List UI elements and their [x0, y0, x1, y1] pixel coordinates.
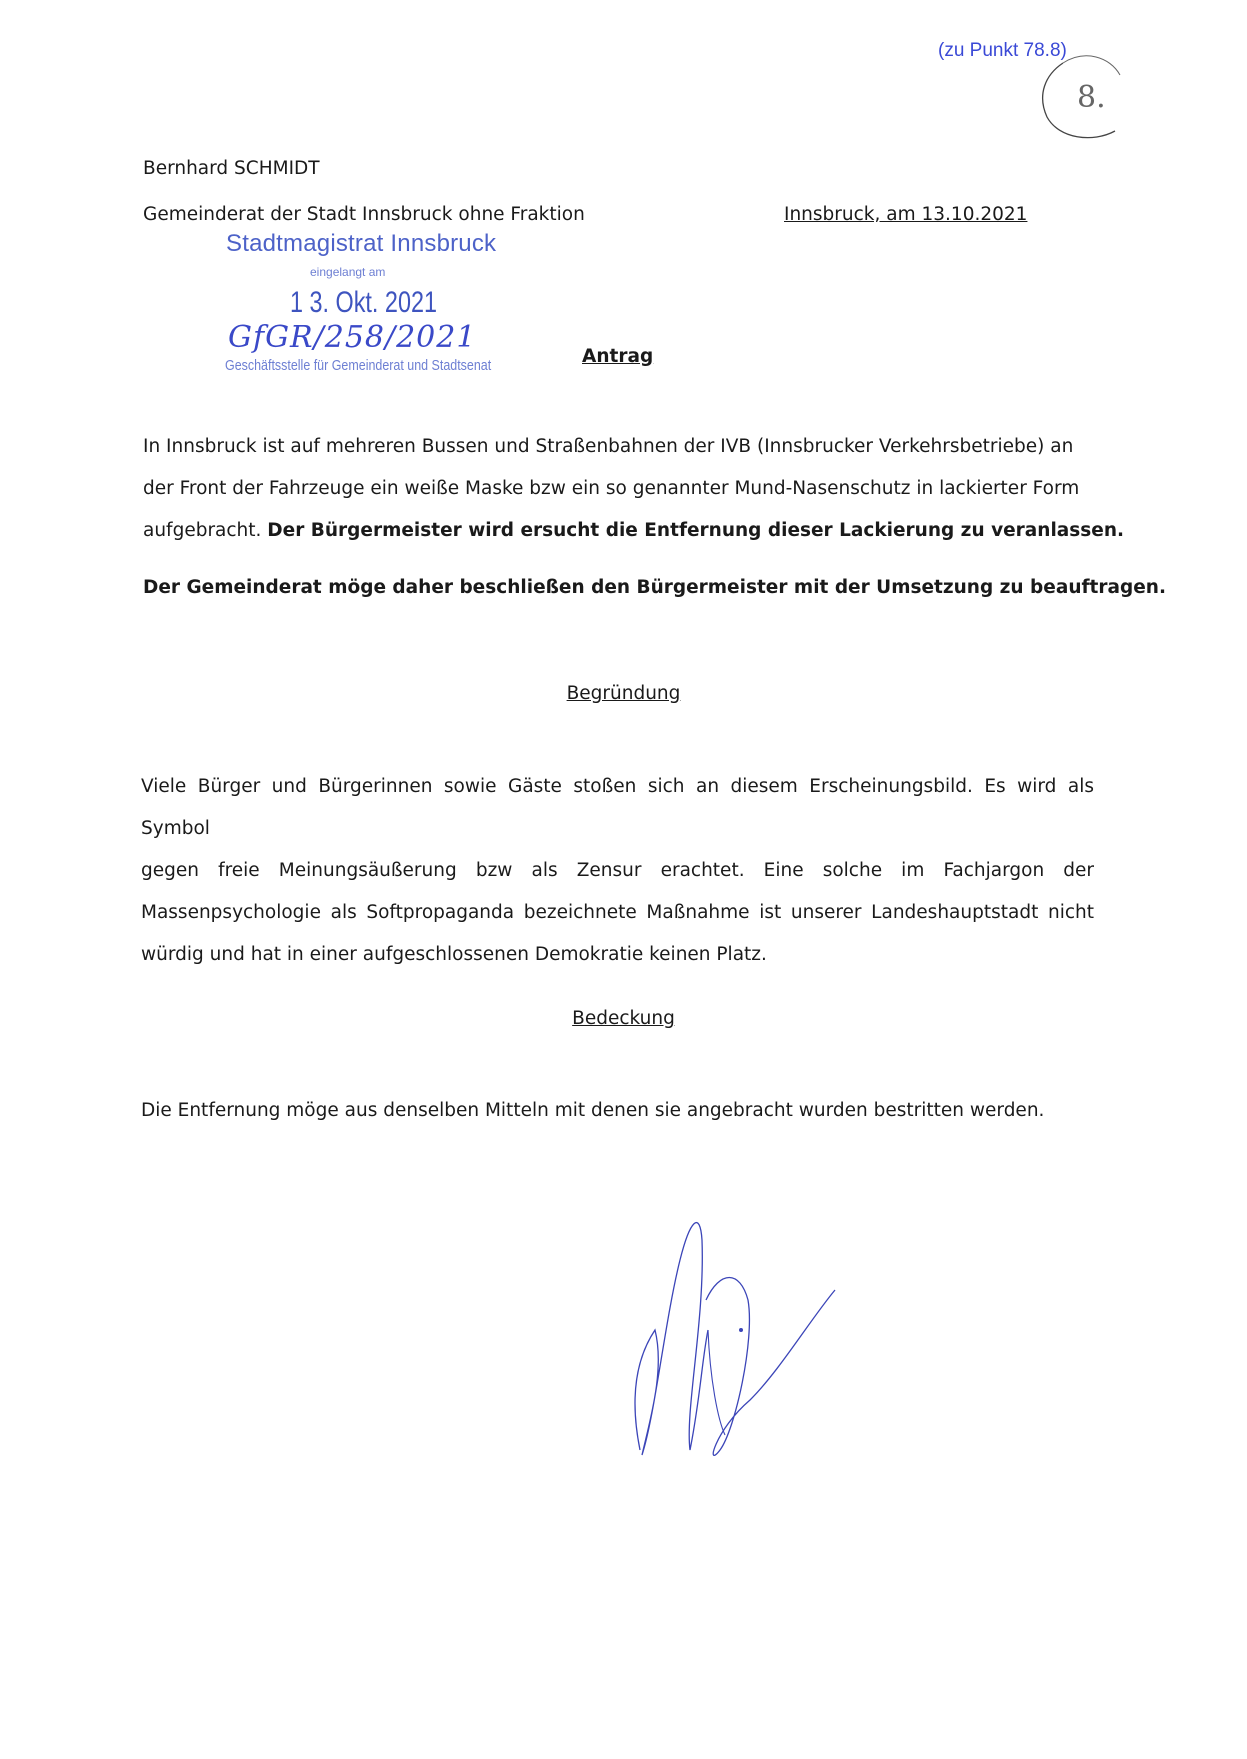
stamp-file-number: GfGR/258/2021 — [228, 320, 477, 355]
agenda-reference: (zu Punkt 78.8) — [938, 40, 1067, 61]
paragraph-coverage: Die Entfernung möge aus denselben Mitteln mit denen sie angebracht wurden bestritten werden. — [141, 1100, 1045, 1121]
paragraph-line: der Front der Fahrzeuge ein weiße Maske bzw ein so genannter Mund-Nasenschutz in lackierter Form — [143, 478, 1080, 499]
paragraph-line: Massenpsychologie als Softpropaganda bezeichnete Maßnahme ist unserer Landeshauptstadt nicht — [141, 902, 1094, 923]
stamp-received-label: eingelangt am — [310, 265, 386, 279]
paragraph-line: In Innsbruck ist auf mehreren Bussen und Straßenbahnen der IVB (Innsbrucker Verkehrsbetriebe) an — [143, 436, 1074, 457]
circled-page-number — [1015, 35, 1125, 155]
paragraph-justification — [141, 766, 1094, 976]
author-role: Gemeinderat der Stadt Innsbruck ohne Fraktion — [143, 204, 585, 225]
stamp-date: 1 3. Okt. 2021 — [290, 286, 437, 319]
paragraph-line: gegen freie Meinungsäußerung bzw als Zensur erachtet. Eine solche im Fachjargon der — [141, 860, 1094, 881]
stamp-department: Geschäftsstelle für Gemeinderat und Stadtsenat — [225, 358, 492, 374]
author-name: Bernhard SCHMIDT — [143, 158, 320, 179]
paragraph-line: würdig und hat in einer aufgeschlossenen Demokratie keinen Platz. — [141, 944, 767, 965]
place-date: Innsbruck, am 13.10.2021 — [784, 204, 1028, 225]
motion-request: Der Bürgermeister wird ersucht die Entfernung dieser Lackierung zu veranlassen. — [267, 520, 1125, 541]
paragraph-line: aufgebracht. Der Bürgermeister wird ersucht die Entfernung dieser Lackierung zu veranlassen. — [143, 520, 1125, 541]
stamp-office: Stadtmagistrat Innsbruck — [226, 230, 497, 257]
handwritten-signature — [610, 1200, 860, 1490]
page-marker: 8. — [1077, 80, 1106, 115]
paragraph-line: Viele Bürger und Bürgerinnen sowie Gäste stoßen sich an diesem Erscheinungsbild. Es wird als Symbol — [141, 776, 1094, 839]
heading-bedeckung: Bedeckung — [572, 1008, 675, 1029]
heading-begruendung: Begründung — [566, 683, 681, 704]
paragraph-resolution: Der Gemeinderat möge daher beschließen den Bürgermeister mit der Umsetzung zu beauftragen. — [143, 577, 1166, 598]
paragraph-motion — [143, 426, 1124, 552]
heading-antrag: Antrag — [582, 346, 654, 367]
